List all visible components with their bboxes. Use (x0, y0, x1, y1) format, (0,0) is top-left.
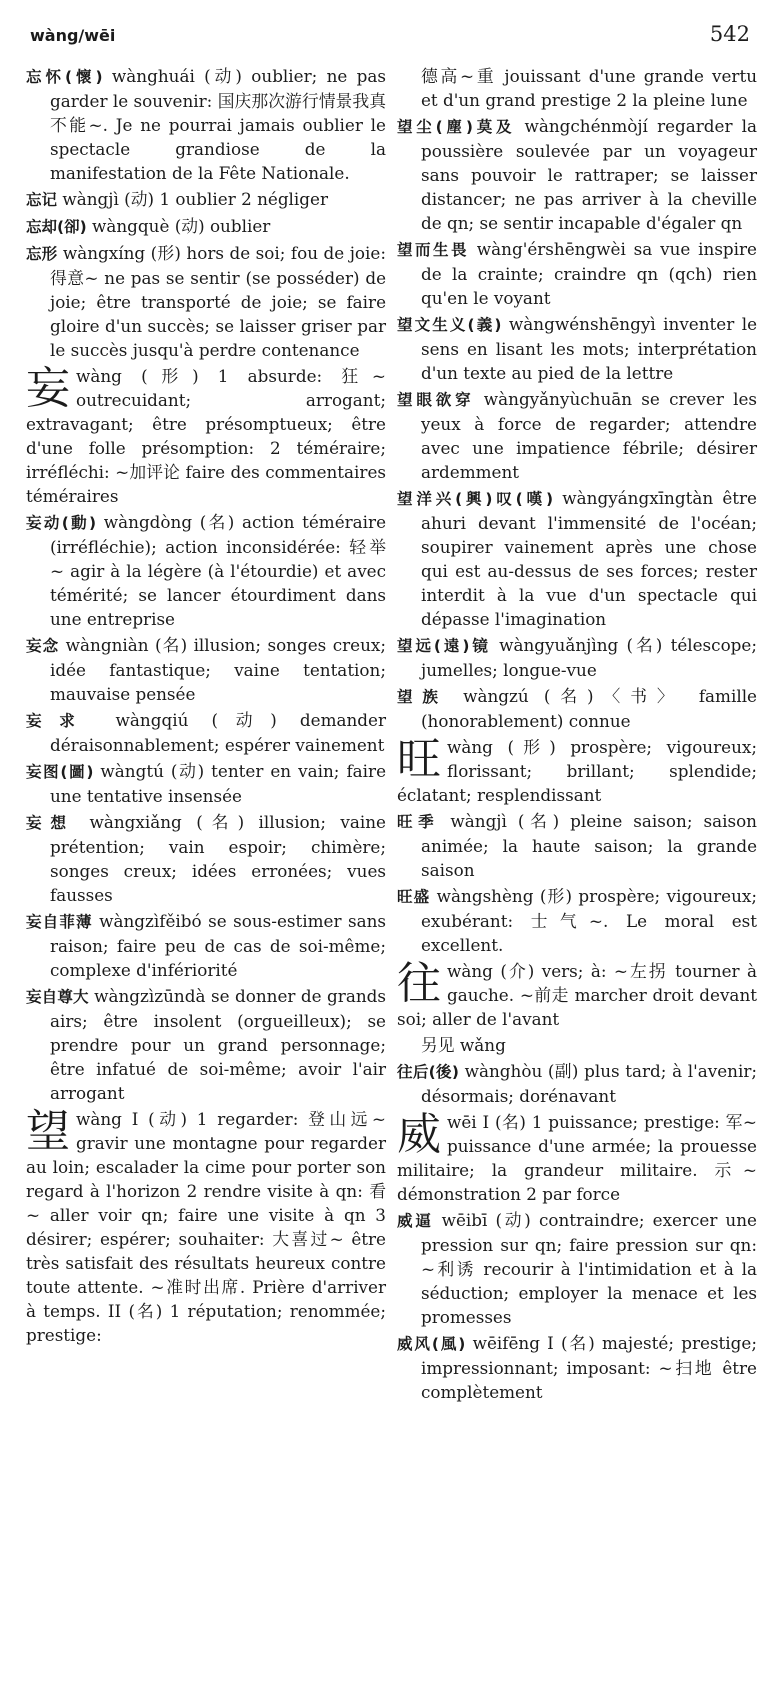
dictionary-entry (397, 486, 757, 631)
entry-big-character: 往 (397, 958, 441, 1009)
dictionary-entry (26, 810, 386, 907)
entry-definition: wàngzú (名)〈书〉 famille (honorablement) connue (421, 686, 757, 731)
entry-definition: wàngyángxīngtàn être ahuri devant l'immensité de l'océan; soupirer vainement après une chose qui est au-dessus de ses forces; rester interdit à la vue d'un spectacle qui dépasse l'imagination (421, 488, 757, 629)
dictionary-entry (26, 214, 386, 239)
entry-definition: wàngwénshēngyì inventer le sens en lisant les mots; interprétation d'un texte au pied de la lettre (421, 314, 758, 383)
entry-headword: 望而生畏 (397, 241, 469, 259)
entry-definition: wàngxíng (形) hors de soi; fou de joie: 得意~ ne pas se sentir (se posséder) de joie; être transporté de joie; se faire gloire d'un succès; se laisser griser par le succès jusqu'à perdre contenance (50, 243, 386, 360)
dictionary-entry (397, 312, 757, 385)
entry-headword: 忘记 (26, 191, 58, 209)
entry-headword: 望文生义(義) (397, 316, 502, 334)
dictionary-entry (397, 1208, 757, 1329)
running-headword: wàng/wēi (30, 26, 116, 45)
entry-definition: wàng I (动) 1 regarder: 登山远~ gravir une montagne pour regarder au loin; escalader la cime pour porter son regard à l'horizon 2 rendre visite à qn: 看~ aller voir qn; faire une visite à qn 3 désirer; espérer; souhaiter: 大喜过~ être très satisfait des résultats heureux contre toute attente. ~准时出席. Prière d'arriver à temps. II (名) 1 réputation; renommée; prestige: (26, 1109, 386, 1345)
entry-definition: wàngzìfěibó se sous-estimer sans raison; faire peu de cas de soi-même; complexe d'infériorité (50, 911, 386, 980)
entry-big-character: 旺 (397, 734, 441, 785)
dictionary-entry (26, 187, 386, 212)
right-column (397, 64, 757, 1406)
entry-definition: wàngyuǎnjìng (名) télescope; jumelles; longue-vue (421, 635, 757, 680)
dictionary-entry (397, 114, 757, 235)
entry-headword: 妄动(動) (26, 514, 97, 532)
dictionary-entry (397, 809, 757, 882)
entry-definition: wàng'érshēngwèi sa vue inspire de la crainte; craindre qn (qch) rien qu'en le voyant (421, 239, 757, 308)
dictionary-entry (397, 237, 757, 310)
entry-definition: wàngqiú (动) demander déraisonnablement; espérer vainement (50, 710, 386, 755)
entry-headword: 旺盛 (397, 888, 431, 906)
dictionary-entry (397, 1331, 757, 1404)
entry-big-character: 望 (26, 1106, 70, 1157)
entry-definition: wàngshèng (形) prospère; vigoureux; exubérant: 士气~. Le moral est excellent. (421, 886, 757, 955)
entry-definition: wēibī (动) contraindre; exercer une pression sur qn; faire pression sur qn: ~利诱 recourir à l'intimidation et à la séduction; employer la menace et les promesses (421, 1210, 757, 1327)
entry-headword: 忘怀(懷) (26, 68, 103, 86)
dictionary-entry (397, 1059, 757, 1108)
entry-definition: wàngzìzūndà se donner de grands airs; être insolent (orgueilleux); se prendre pour un grand personnage; être infatué de soi-même; avoir l'air arrogant (50, 986, 386, 1103)
entry-headword: 旺季 (397, 813, 440, 831)
dictionary-entry (26, 64, 386, 185)
entry-definition: wàngjì (动) 1 oublier 2 négliger (57, 189, 328, 209)
dictionary-entry-character (26, 1107, 386, 1347)
dictionary-entry (397, 633, 757, 682)
entry-headword: 妄想 (26, 814, 76, 832)
entry-headword: 妄求 (26, 712, 93, 730)
entry-headword: 妄自尊大 (26, 988, 89, 1006)
dictionary-entry (397, 387, 757, 484)
entry-headword: 妄图(圖) (26, 763, 94, 781)
entry-headword: 望洋兴(興)叹(嘆) (397, 490, 554, 508)
dictionary-entry (26, 510, 386, 631)
dictionary-entry (26, 909, 386, 982)
dictionary-entry (397, 884, 757, 957)
entry-definition: wēifēng I (名) majesté; prestige; impressionnant; imposant: ~扫地 être complètement (421, 1333, 757, 1402)
entry-definition: wàngtú (动) tenter en vain; faire une tentative insensée (50, 761, 386, 806)
dictionary-entry (397, 684, 757, 733)
entry-definition: wàng (介) vers; à: ~左拐 tourner à gauche. ~前走 marcher droit devant soi; aller de l'avant (397, 961, 757, 1029)
entry-definition: wàng (形) 1 absurde: 狂~ outrecuidant; arrogant; extravagant; être présomptueux; être d'une folle présomption: 2 téméraire; irréfléchi: ~加评论 faire des commentaires téméraires (26, 366, 386, 506)
dictionary-entry (26, 708, 386, 757)
entry-definition: wànghuái (动) oublier; ne pas garder le souvenir: 国庆那次游行情景我真不能~. Je ne pourrai jamais oublier le spectacle grandiose de la manifestation de la Fête Nationale. (50, 66, 386, 183)
entry-headword: 望族 (397, 688, 448, 706)
entry-continuation: 另见 wǎng (421, 1035, 506, 1055)
entry-definition: wàngxiǎng (名) illusion; vaine prétention; vain espoir; chimère; songes creux; idées erronées; vues fausses (50, 812, 386, 905)
entry-headword: 忘却(卻) (26, 218, 87, 236)
dictionary-entry (26, 984, 386, 1105)
entry-headword: 威逼 (397, 1212, 434, 1230)
entry-definition: wànghòu (副) plus tard; à l'avenir; désormais; dorénavant (421, 1061, 758, 1106)
dictionary-entry (26, 759, 386, 808)
entry-definition: wàngniàn (名) illusion; songes creux; idée fantastique; vaine tentation; mauvaise pensée (50, 635, 386, 704)
entry-headword: 妄自菲薄 (26, 913, 93, 931)
entry-definition: wàng (形) prospère; vigoureux; florissant; brillant; splendide; éclatant; resplendissant (397, 737, 757, 805)
entry-headword: 忘形 (26, 245, 58, 263)
entry-continuation: 德高~重 jouissant d'une grande vertu et d'un grand prestige 2 la pleine lune (421, 66, 757, 110)
dictionary-entry (26, 633, 386, 706)
page-number: 542 (709, 22, 750, 46)
dictionary-entry (26, 241, 386, 362)
dictionary-entry-character (397, 735, 757, 807)
entry-headword: 往后(後) (397, 1063, 459, 1081)
dictionary-entry-character (26, 364, 386, 508)
entry-headword: 望尘(塵)莫及 (397, 118, 516, 136)
entry-headword: 威风(風) (397, 1335, 466, 1353)
entry-definition: wēi I (名) 1 puissance; prestige: 军~ puissance d'une armée; la prouesse militaire; la grandeur militaire. 示~ démonstration 2 par force (397, 1112, 757, 1204)
entry-definition: wàngquè (动) oublier (86, 216, 271, 236)
entry-definition: wàngjì (名) pleine saison; saison animée; la haute saison; la grande saison (421, 811, 757, 880)
entry-definition: wàngyǎnyùchuān se crever les yeux à force de regarder; attendre avec une impatience fébrile; désirer ardemment (421, 389, 757, 482)
entry-definition: wàngchénmòjí regarder la poussière soulevée par un voyageur sans pouvoir le rattraper; se laisser distancer; ne pas arriver à la cheville de qn; se sentir incapable d'égaler qn (421, 116, 757, 233)
dictionary-entry-character (397, 1110, 757, 1206)
entry-headword: 妄念 (26, 637, 60, 655)
entry-big-character: 威 (397, 1109, 441, 1160)
dictionary-entry-character (397, 959, 757, 1031)
entry-headword: 望眼欲穿 (397, 391, 475, 409)
entry-definition: wàngdòng (名) action téméraire (irréfléchie); action inconsidérée: 轻举~ agir à la légère (à l'étourdie) et avec témérité; se lancer étourdiment dans une entreprise (50, 512, 386, 629)
entry-big-character: 妄 (26, 363, 70, 414)
page-header (30, 20, 750, 50)
entry-headword: 望远(遠)镜 (397, 637, 491, 655)
left-column (26, 64, 386, 1349)
